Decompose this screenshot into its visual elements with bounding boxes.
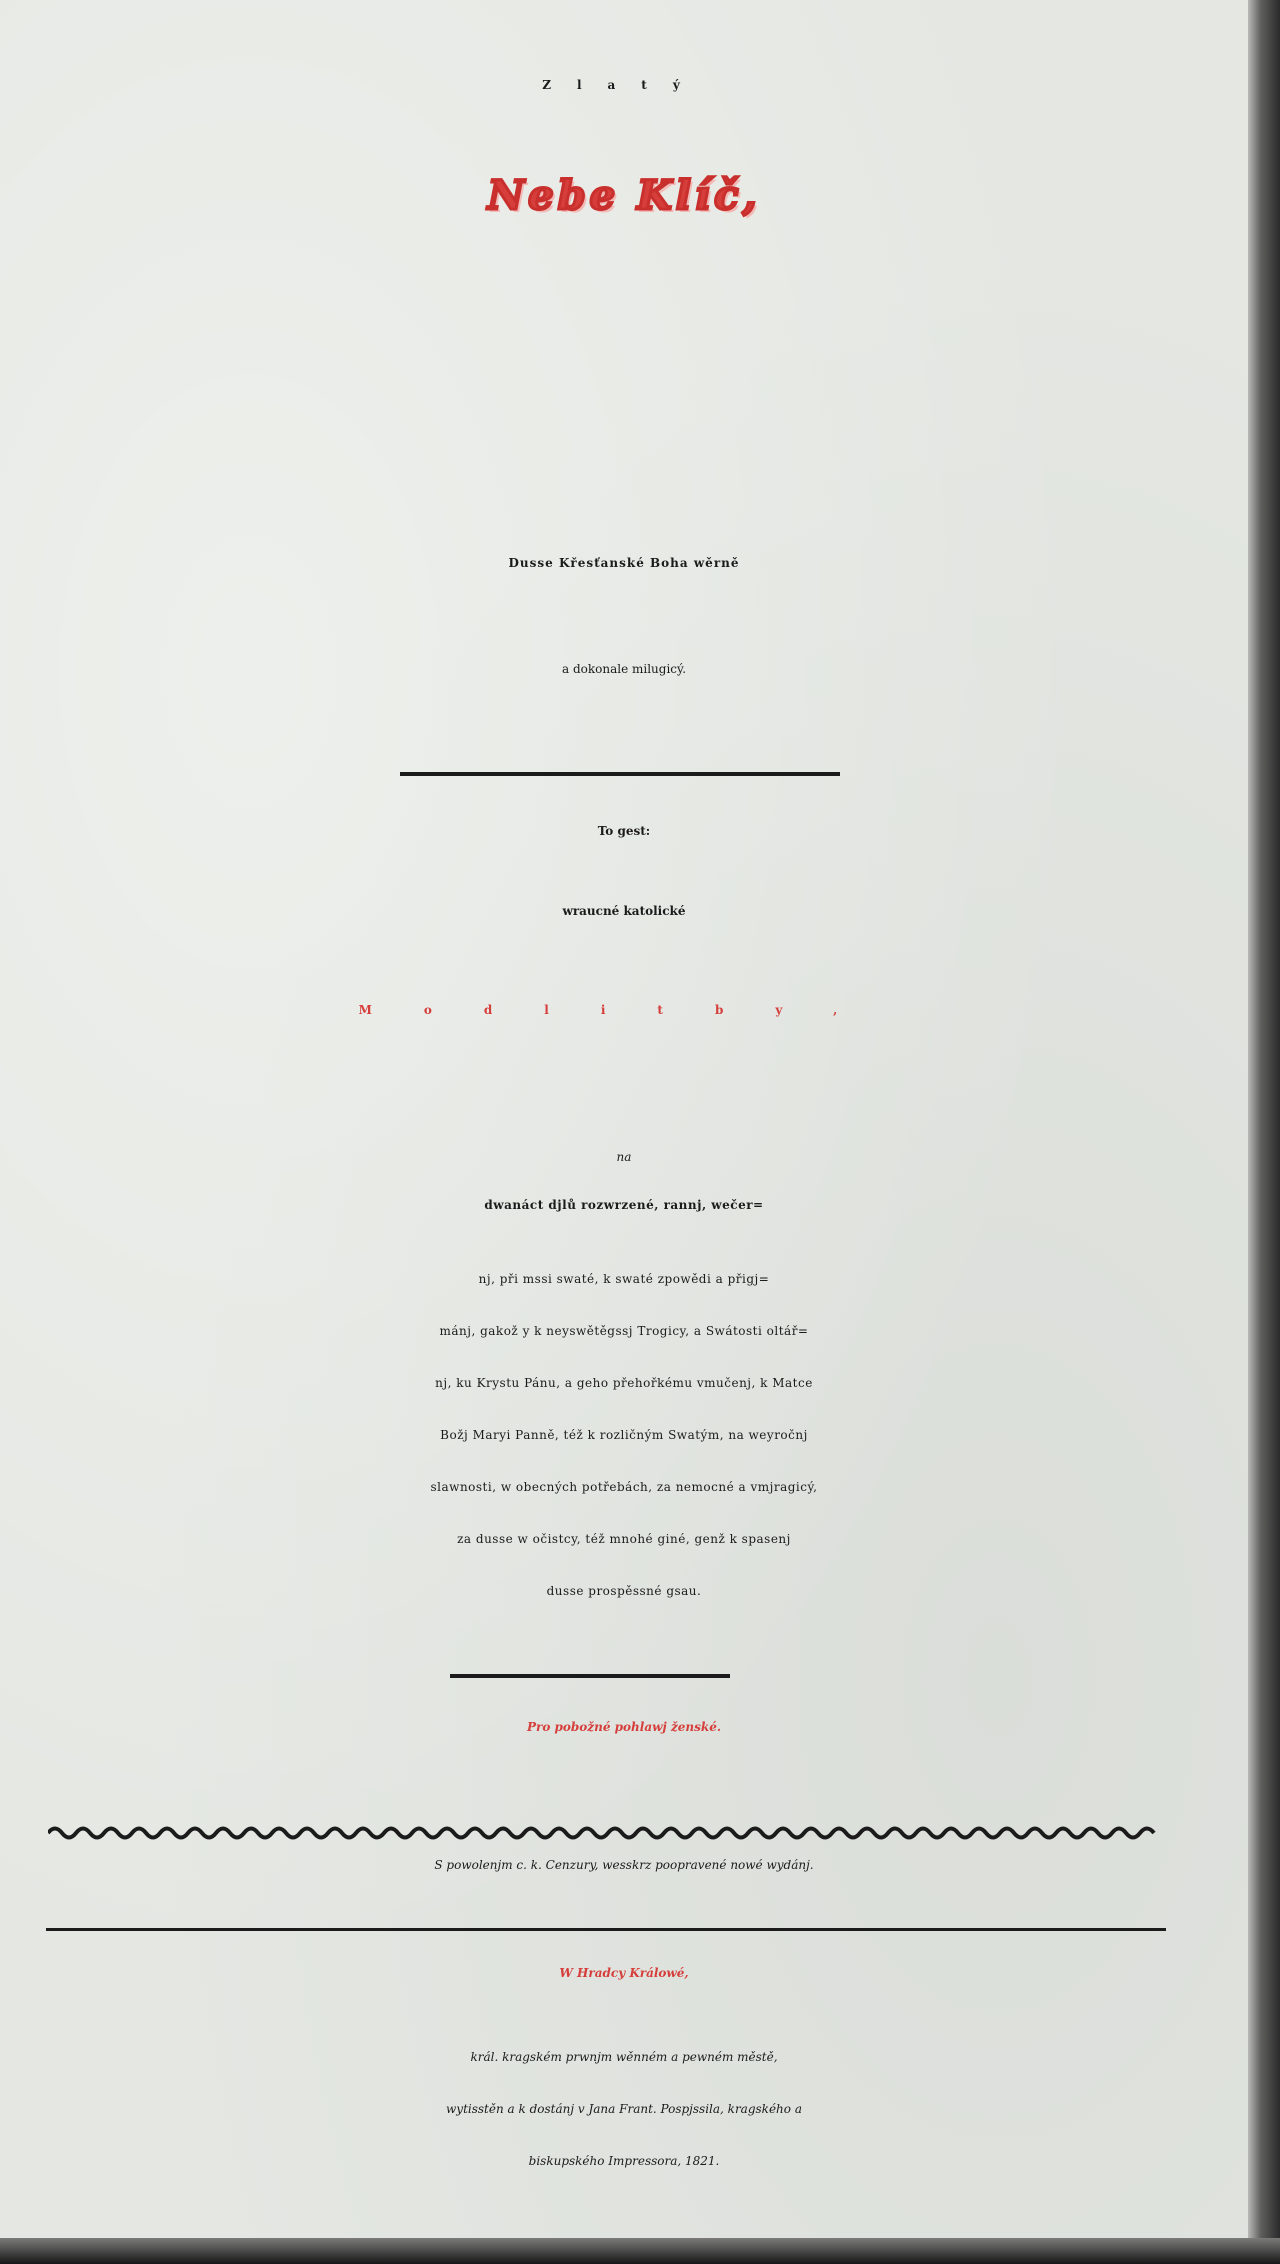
book-edge-bottom — [0, 2238, 1280, 2264]
imprint-city: W Hradcy Králowé, — [559, 1966, 689, 1980]
book-edge-right — [1248, 0, 1280, 2264]
description-line-4: nj, ku Krystu Pánu, a geho přehořkému vmučenj, k Matce — [435, 1376, 813, 1390]
audience-line: Pro pobožné pohlawj ženské. — [526, 1720, 722, 1734]
wraucne-katolicke-text: wraucné katolické — [562, 904, 686, 918]
description-line-7: za dusse w očistcy, též mnohé giné, genž k spasenj — [457, 1532, 791, 1546]
imprint-line-3: biskupského Impressora, 1821. — [528, 2154, 720, 2168]
subtitle-line-1: Dusse Křesťanské Boha wěrně — [508, 556, 740, 570]
na-text: na — [616, 1150, 632, 1164]
divider-rule-2 — [450, 1674, 730, 1678]
divider-rule-3 — [46, 1928, 1166, 1931]
description-line-2: nj, při mssi swaté, k swaté zpowědi a přigj= — [478, 1272, 770, 1286]
censorship-line: S powolenjm c. k. Cenzury, wesskrz poopravené nowé wydánj. — [434, 1858, 814, 1872]
imprint-line-2: wytisstěn a k dostánj v Jana Frant. Pospjssila, kragského a — [446, 2102, 802, 2116]
subtitle-line-2: a dokonale milugicý. — [561, 662, 687, 676]
description-line-6: slawnosti, w obecných potřebách, za nemocné a vmjragicý, — [430, 1480, 818, 1494]
divider-rule-1 — [400, 772, 840, 776]
description-line-5: Božj Maryi Panně, též k rozličným Swatým, na weyročnj — [440, 1428, 808, 1442]
to-gest-text: To gest: — [597, 824, 651, 838]
modlitby-heading: Modlitby, — [358, 1003, 890, 1017]
wavy-ornament-rule — [48, 1822, 1158, 1844]
description-line-8: dusse prospěssné gsau. — [546, 1584, 702, 1598]
title-line-nebe-klic: Nebe Klíč, — [487, 172, 761, 219]
imprint-line-1: král. kragském prwnjm wěnném a pewném městě, — [470, 2050, 778, 2064]
description-line-3: mánj, gakož y k neyswětěgssj Trogicy, a Swátosti oltář= — [439, 1324, 809, 1338]
description-line-1: dwanáct djlů rozwrzené, rannj, wečer= — [484, 1198, 764, 1212]
title-line-zlaty: Zlatý — [542, 78, 706, 92]
